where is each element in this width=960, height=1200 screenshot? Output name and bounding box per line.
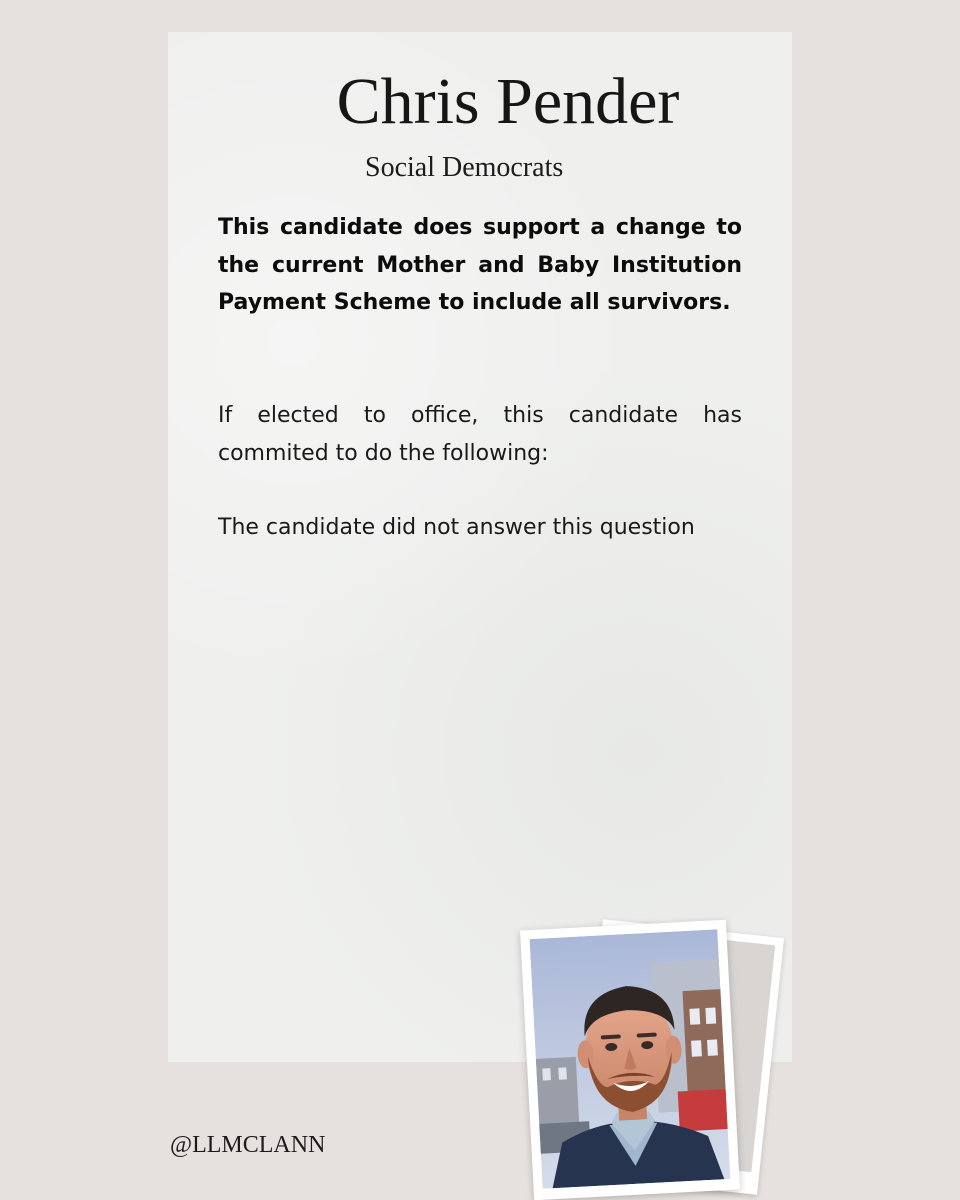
paper-card: [168, 32, 792, 1062]
support-statement: This candidate does support a change to the current Mother and Baby Institution Payment Scheme to include all survivors.: [218, 215, 742, 315]
candidate-name: Chris Pender: [336, 65, 680, 138]
social-handle: @LLMCLANN: [170, 1132, 326, 1158]
candidate-photo: [520, 920, 740, 1200]
commitment-answer: The candidate did not answer this question: [218, 515, 695, 540]
commitment-intro: If elected to office, this candidate has commited to do the following:: [218, 403, 742, 466]
candidate-party: Social Democrats: [365, 152, 564, 183]
candidate-portrait: [530, 929, 731, 1188]
